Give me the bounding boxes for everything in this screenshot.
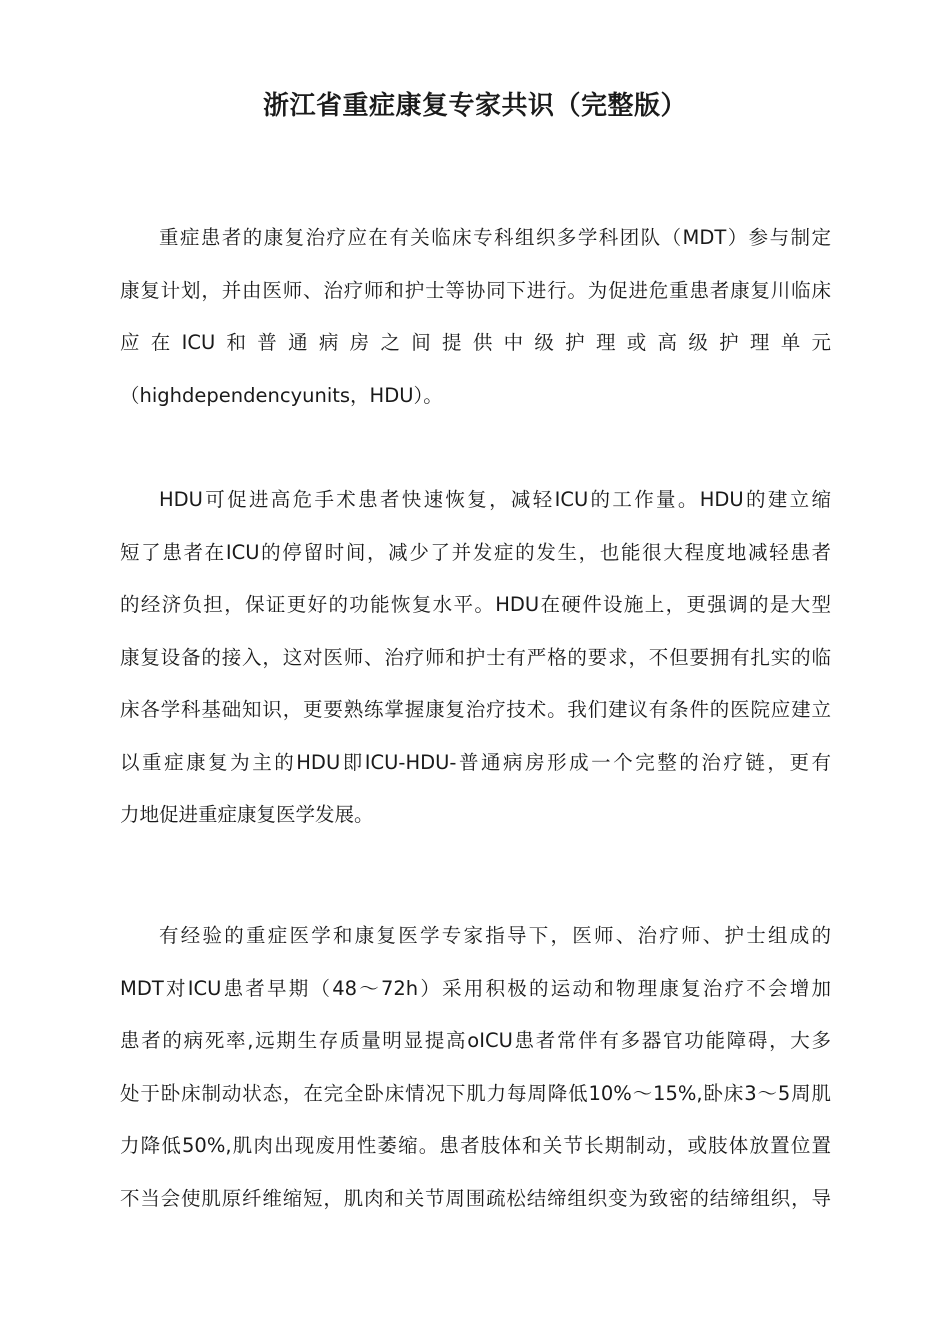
paragraph-line: 康复设备的接入，这对医师、治疗师和护士有严格的要求，不但要拥有扎实的临: [120, 645, 831, 669]
paragraph-line: 康复计划，并由医师、治疗师和护士等协同下进行。为促进危重患者康复川临床: [120, 278, 831, 302]
paragraph-line: 不当会使肌原纤维缩短，肌肉和关节周围疏松结缔组织变为致密的结缔组织，导: [120, 1186, 831, 1210]
paragraph-line: 力降低50%,肌肉出现废用性萎缩。患者肢体和关节长期制动，或肢体放置位置: [120, 1134, 831, 1157]
paragraph-line: MDT对ICU患者早期（48～72h）采用积极的运动和物理康复治疗不会增加: [120, 976, 831, 1000]
paragraph-line: 床各学科基础知识，更要熟练掌握康复治疗技术。我们建议有条件的医院应建立: [120, 698, 831, 721]
paragraph-1: [120, 212, 831, 422]
paragraph-line: 患者的病死率,远期生存质量明显提高oICU患者常伴有多器官功能障碍，大多: [120, 1029, 831, 1052]
document-title: 浙江省重症康复专家共识（完整版）: [262, 91, 687, 121]
paragraph-line: 的经济负担，保证更好的功能恢复水平。HDU在硬件设施上，更强调的是大型: [120, 593, 831, 616]
paragraph-line: 应在ICU和普通病房之间提供中级护理或高级护理单元: [120, 331, 831, 354]
paragraph-line: 以重症康复为主的HDU即ICU-HDU-普通病房形成一个完整的治疗链，更有: [120, 750, 831, 774]
paragraph-line: HDU可促进高危手术患者快速恢复，减轻ICU的工作量。HDU的建立缩: [159, 488, 831, 511]
paragraph-2: [120, 474, 831, 842]
paragraph-3: [120, 910, 831, 1225]
paragraph-line: 短了患者在ICU的停留时间，减少了并发症的发生，也能很大程度地减轻患者: [120, 540, 831, 564]
paragraph-line: 力地促进重症康复医学发展。: [120, 803, 374, 826]
paragraph-line: 重症患者的康复治疗应在有关临床专科组织多学科团队（MDT）参与制定: [159, 226, 831, 249]
paragraph-line: （highdependencyunits，HDU）。: [120, 383, 443, 407]
paragraph-line: 处于卧床制动状态，在完全卧床情况下肌力每周降低10%～15%,卧床3～5周肌: [120, 1081, 831, 1105]
paragraph-line: 有经验的重症医学和康复医学专家指导下，医师、治疗师、护士组成的: [159, 924, 831, 947]
